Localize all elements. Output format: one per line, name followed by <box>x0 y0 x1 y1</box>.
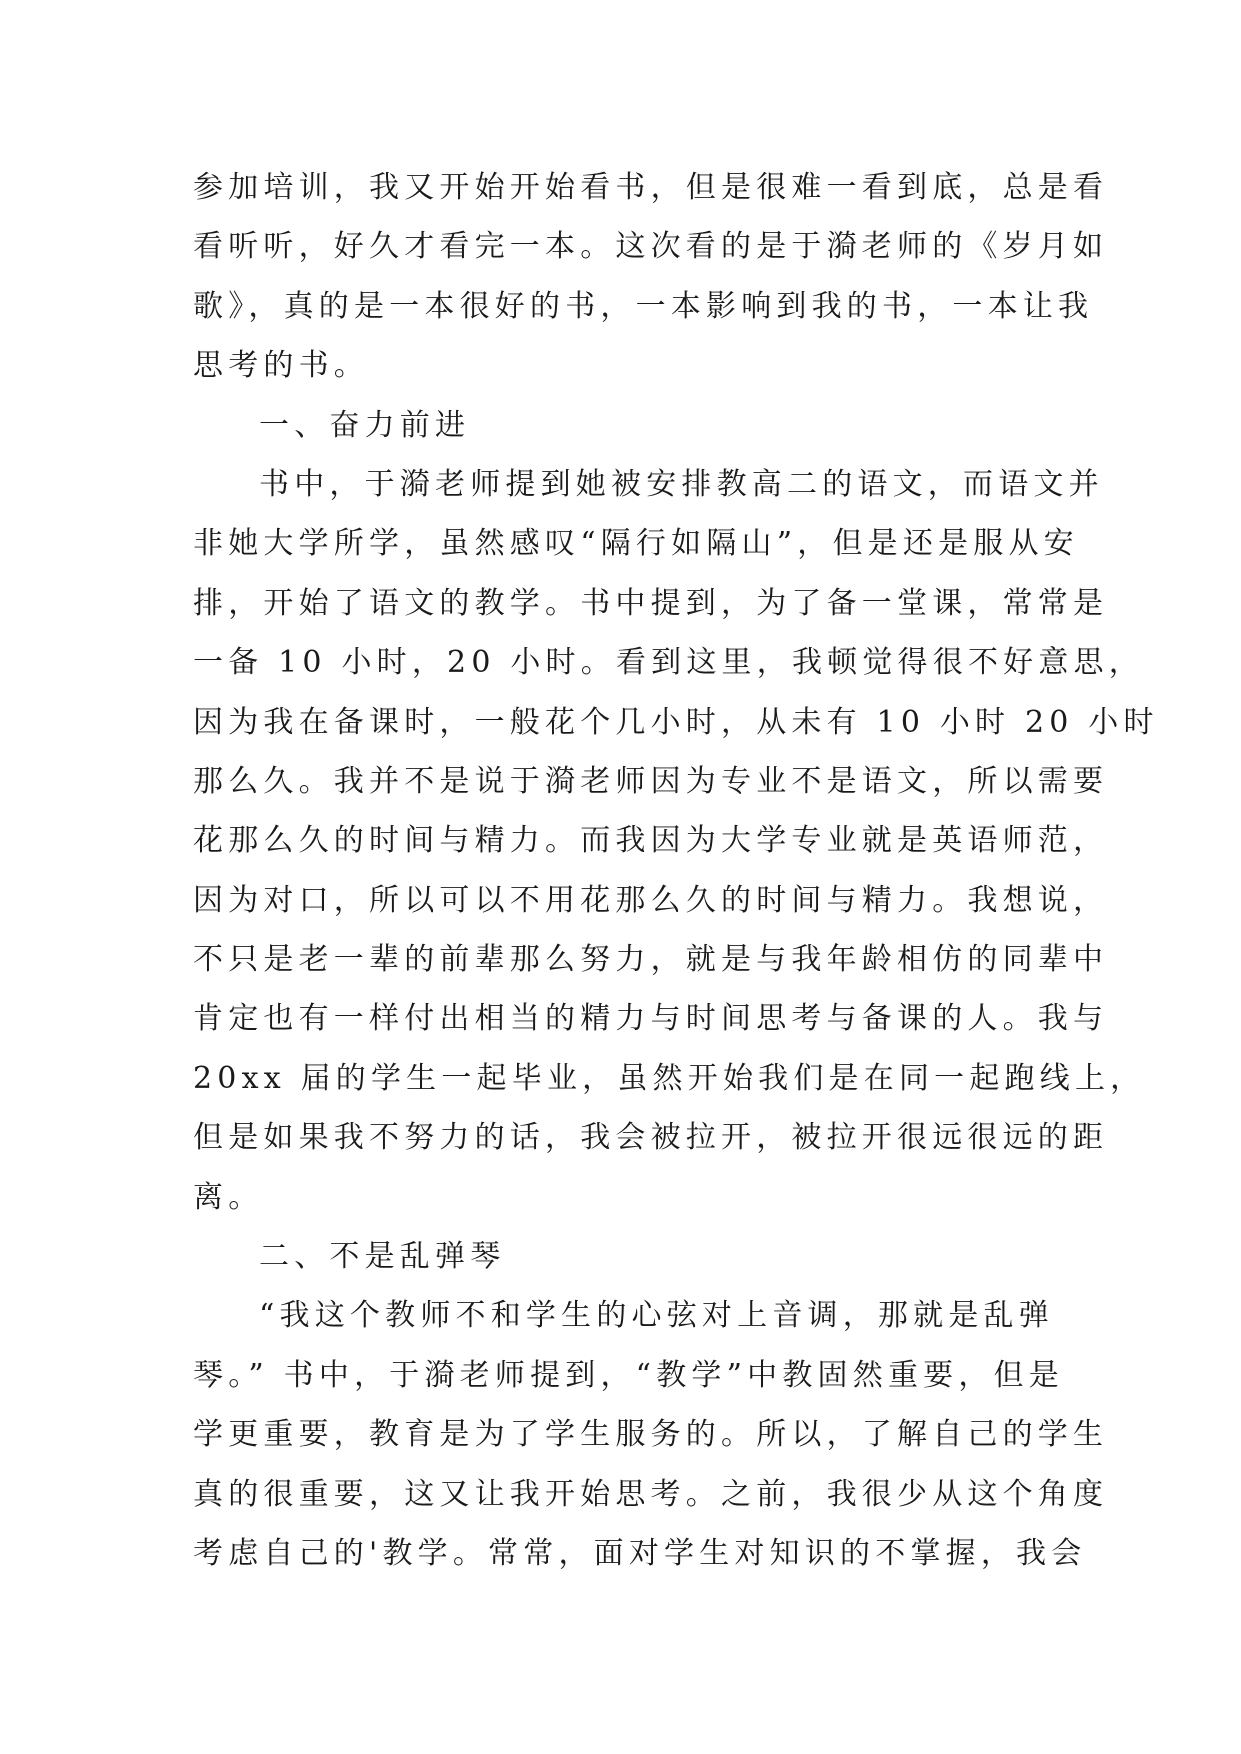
body-text-line: 考虑自己的'教学。常常，面对学生对知识的不掌握，我会 <box>193 1535 1087 1571</box>
body-text-line: 真的很重要，这又让我开始思考。之前，我很少从这个角度 <box>193 1476 1109 1512</box>
body-text-line: 一备 10 小时，20 小时。看到这里，我顿觉得很不好意思， <box>193 645 1144 681</box>
body-text-line: 书中，于漪老师提到她被安排教高二的语文，而语文并 <box>259 466 1104 502</box>
body-text-line: 思考的书。 <box>193 348 369 384</box>
section-heading-1: 一、奋力前进 <box>259 407 471 443</box>
body-text-line: 那么久。我并不是说于漪老师因为专业不是语文，所以需要 <box>193 763 1109 799</box>
body-text-line: 看听听，好久才看完一本。这次看的是于漪老师的《岁月如 <box>193 229 1109 265</box>
section-heading-2: 二、不是乱弹琴 <box>259 1239 506 1275</box>
body-text-line: 但是如果我不努力的话，我会被拉开，被拉开很远很远的距 <box>193 1120 1109 1156</box>
body-text-line: 20xx 届的学生一起毕业，虽然开始我们是在同一起跑线上， <box>193 1060 1146 1096</box>
body-text-line: 肯定也有一样付出相当的精力与时间思考与备课的人。我与 <box>193 1001 1109 1037</box>
body-text-line: 歌》，真的是一本很好的书，一本影响到我的书，一本让我 <box>193 288 1094 324</box>
body-text-line: 学更重要，教育是为了学生服务的。所以，了解自己的学生 <box>193 1417 1109 1453</box>
document-body <box>193 158 1159 1583</box>
body-text-line: 花那么久的时间与精力。而我因为大学专业就是英语师范， <box>193 823 1109 859</box>
body-text-line: 非她大学所学，虽然感叹“隔行如隔山”，但是还是服从安 <box>193 526 1079 562</box>
body-text-line: “我这个教师不和学生的心弦对上音调，那就是乱弹 <box>259 1298 1054 1334</box>
body-text-line: 排，开始了语文的教学。书中提到，为了备一堂课，常常是 <box>193 585 1109 621</box>
body-text-line: 因为对口，所以可以不用花那么久的时间与精力。我想说， <box>193 882 1109 918</box>
body-text-line: 因为我在备课时，一般花个几小时，从未有 10 小时 20 小时 <box>193 704 1159 740</box>
body-text-line: 不只是老一辈的前辈那么努力，就是与我年龄相仿的同辈中 <box>193 942 1109 978</box>
body-text-line: 离。 <box>193 1179 264 1215</box>
body-text-line: 琴。” 书中，于漪老师提到，“教学”中教固然重要，但是 <box>193 1357 1064 1393</box>
body-text-line: 参加培训，我又开始开始看书，但是很难一看到底，总是看 <box>193 170 1109 205</box>
